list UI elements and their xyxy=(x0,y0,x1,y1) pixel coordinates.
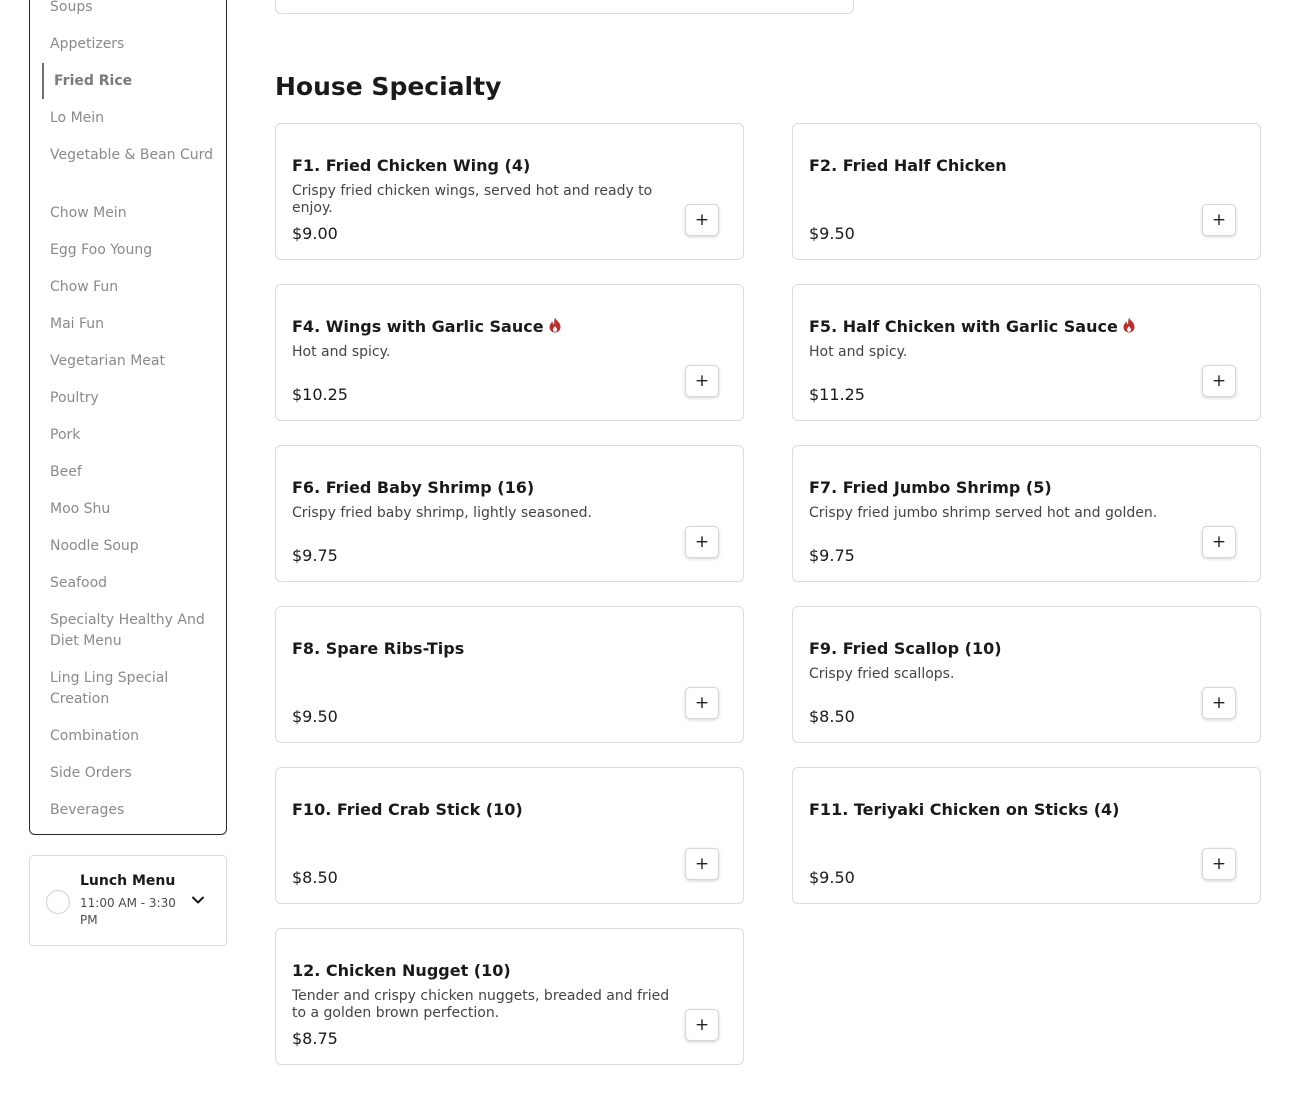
sidebar-item-fried-rice[interactable]: Fried Rice xyxy=(42,63,207,99)
dish-card[interactable] xyxy=(792,767,1261,904)
dish-price: $9.50 xyxy=(809,224,855,243)
dish-description: Crispy fried jumbo shrimp served hot and golden. xyxy=(809,505,1158,521)
sidebar-item-vegetarian-meat[interactable]: Vegetarian Meat xyxy=(50,353,165,369)
sidebar-item-ling-ling-special[interactable]: Ling Ling Special Creation xyxy=(50,670,169,707)
dish-card[interactable] xyxy=(275,928,744,1065)
dish-card[interactable] xyxy=(792,606,1261,743)
add-to-cart-button[interactable]: + xyxy=(685,848,719,880)
sidebar-item-beverages[interactable]: Beverages xyxy=(50,802,125,818)
dish-price: $8.75 xyxy=(292,1029,338,1048)
sidebar-item-egg-foo-young[interactable]: Egg Foo Young xyxy=(50,242,153,258)
sidebar-item-mai-fun[interactable]: Mai Fun xyxy=(50,316,105,332)
add-to-cart-button[interactable]: + xyxy=(685,365,719,397)
dish-name: F10. Fried Crab Stick (10) xyxy=(292,800,523,819)
sidebar-item-chow-mein[interactable]: Chow Mein xyxy=(50,205,127,221)
dish-price: $9.50 xyxy=(292,707,338,726)
menu-hours: 11:00 AM - 3:30 PM xyxy=(80,896,176,927)
dish-price: $10.25 xyxy=(292,385,348,404)
dish-description: Crispy fried baby shrimp, lightly seasoned. xyxy=(292,505,593,521)
add-to-cart-button[interactable]: + xyxy=(685,1009,719,1041)
dish-description: Crispy fried scallops. xyxy=(809,666,955,682)
dish-name: 12. Chicken Nugget (10) xyxy=(292,961,511,980)
dish-name: F2. Fried Half Chicken xyxy=(809,156,1007,175)
menu-title: Lunch Menu xyxy=(80,873,176,889)
dish-card[interactable] xyxy=(275,767,744,904)
sidebar-item-poultry[interactable]: Poultry xyxy=(50,390,99,406)
add-to-cart-button[interactable]: + xyxy=(685,204,719,236)
dish-name: F1. Fried Chicken Wing (4) xyxy=(292,156,531,175)
sidebar-item-specialty-healthy[interactable]: Specialty Healthy And Diet Menu xyxy=(50,612,205,649)
dish-card[interactable] xyxy=(792,445,1261,582)
dish-card[interactable] xyxy=(275,284,744,421)
menu-selector[interactable] xyxy=(29,855,227,946)
dish-card[interactable] xyxy=(275,445,744,582)
dish-name: F6. Fried Baby Shrimp (16) xyxy=(292,478,535,497)
dish-name-row xyxy=(292,317,562,336)
dish-description: Tender and crispy chicken nuggets, breaded and fried to a golden brown perfection. xyxy=(292,988,670,1021)
add-to-cart-button[interactable]: + xyxy=(1202,687,1236,719)
dish-price: $9.00 xyxy=(292,224,338,243)
dish-name: F5. Half Chicken with Garlic Sauce xyxy=(809,317,1118,336)
add-to-cart-button[interactable]: + xyxy=(1202,365,1236,397)
add-to-cart-button[interactable]: + xyxy=(1202,204,1236,236)
dish-name-row xyxy=(809,317,1136,336)
menu-radio[interactable] xyxy=(46,890,70,914)
dish-card[interactable] xyxy=(275,606,744,743)
sidebar-item-soups[interactable]: Soups xyxy=(50,0,93,15)
category-sidebar xyxy=(29,0,227,835)
sidebar-item-combination[interactable]: Combination xyxy=(50,728,140,744)
dish-name: F9. Fried Scallop (10) xyxy=(809,639,1002,658)
add-to-cart-button[interactable]: + xyxy=(685,687,719,719)
sidebar-item-moo-shu[interactable]: Moo Shu xyxy=(50,501,111,517)
dish-price: $9.75 xyxy=(809,546,855,565)
sidebar-item-pork[interactable]: Pork xyxy=(50,427,81,443)
sidebar-item-beef[interactable]: Beef xyxy=(50,464,82,480)
section-title: House Specialty xyxy=(275,72,502,101)
dish-name: F8. Spare Ribs-Tips xyxy=(292,639,465,658)
sidebar-item-vegetable-bean-curd[interactable]: Vegetable & Bean Curd xyxy=(50,147,214,163)
sidebar-item-appetizers[interactable]: Appetizers xyxy=(50,36,125,52)
dish-card[interactable] xyxy=(792,123,1261,260)
dish-price: $8.50 xyxy=(292,868,338,887)
dish-price: $9.50 xyxy=(809,868,855,887)
sidebar-item-chow-fun[interactable]: Chow Fun xyxy=(50,279,119,295)
dish-description: Hot and spicy. xyxy=(292,344,391,360)
dish-name: F11. Teriyaki Chicken on Sticks (4) xyxy=(809,800,1120,819)
sidebar-item-noodle-soup[interactable]: Noodle Soup xyxy=(50,538,139,554)
flame-icon xyxy=(1122,317,1136,333)
previous-item-card xyxy=(275,0,854,14)
dish-card[interactable] xyxy=(792,284,1261,421)
dish-name: F4. Wings with Garlic Sauce xyxy=(292,317,544,336)
dish-description: Crispy fried chicken wings, served hot and ready to enjoy. xyxy=(292,183,653,216)
sidebar-item-lo-mein[interactable]: Lo Mein xyxy=(50,110,105,126)
add-to-cart-button[interactable]: + xyxy=(1202,526,1236,558)
sidebar-item-seafood[interactable]: Seafood xyxy=(50,575,108,591)
dish-name: F7. Fried Jumbo Shrimp (5) xyxy=(809,478,1052,497)
add-to-cart-button[interactable]: + xyxy=(1202,848,1236,880)
flame-icon xyxy=(548,317,562,333)
dish-description: Hot and spicy. xyxy=(809,344,908,360)
dish-card[interactable] xyxy=(275,123,744,260)
chevron-down-icon[interactable] xyxy=(190,892,206,908)
dish-price: $11.25 xyxy=(809,385,865,404)
dish-price: $9.75 xyxy=(292,546,338,565)
dish-price: $8.50 xyxy=(809,707,855,726)
sidebar-item-side-orders[interactable]: Side Orders xyxy=(50,765,132,781)
add-to-cart-button[interactable]: + xyxy=(685,526,719,558)
